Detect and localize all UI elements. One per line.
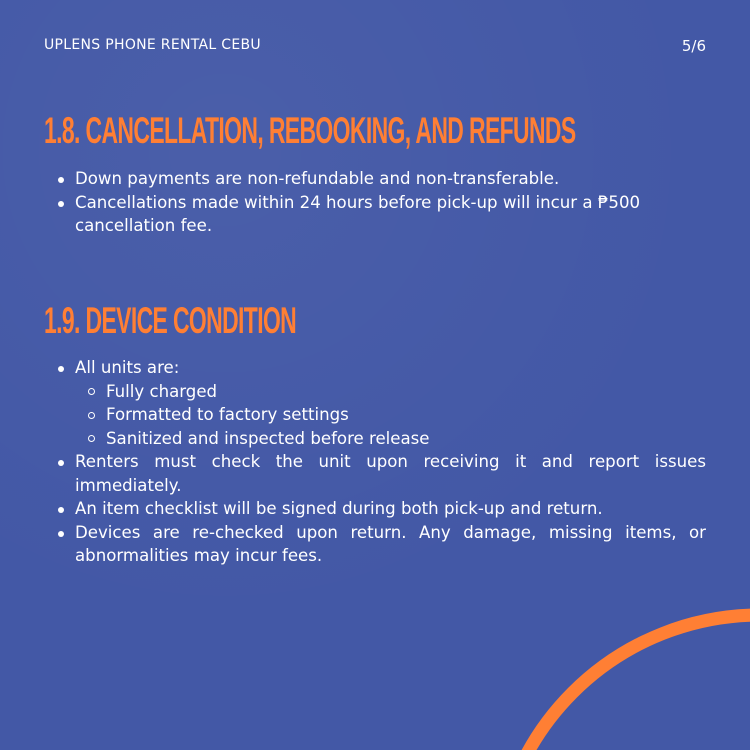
list-item: An item checklist will be signed during both pick-up and return. (56, 497, 706, 521)
brand-name: UPLENS PHONE RENTAL CEBU (44, 37, 261, 53)
sub-list-item: Fully charged (75, 380, 706, 404)
list-item-text: All units are: (75, 358, 180, 377)
list-item: Renters must check the unit upon receiving it and report issues immediately. (56, 450, 706, 497)
section-title-device-condition: 1.9. DEVICE CONDITION (44, 300, 297, 341)
section-title-cancellation: 1.8. CANCELLATION, REBOOKING, AND REFUNDS (44, 110, 576, 151)
list-item: Down payments are non-refundable and non-transferable. (56, 167, 706, 191)
sub-list-item: Sanitized and inspected before release (75, 427, 706, 451)
list-item: Cancellations made within 24 hours before pick-up will incur a ₱500 cancellation fee. (56, 191, 706, 238)
list-item: Devices are re-checked upon return. Any damage, missing items, or abnormalities may incur fees. (56, 521, 706, 568)
sub-list-item: Formatted to factory settings (75, 403, 706, 427)
page-number: 5/6 (681, 37, 706, 55)
orange-arc-shape (495, 615, 750, 750)
